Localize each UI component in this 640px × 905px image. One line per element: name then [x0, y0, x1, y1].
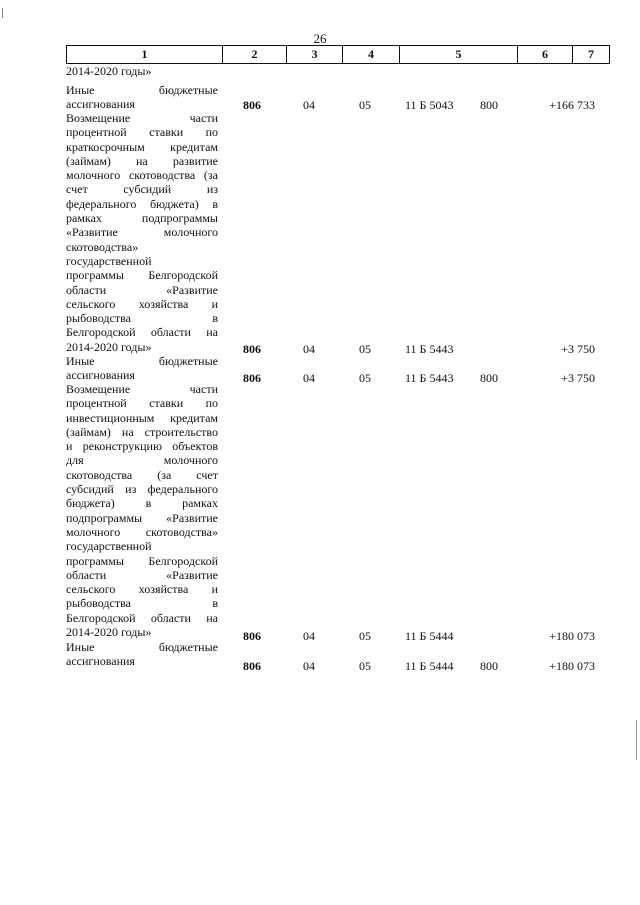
amount: +3 750 — [561, 342, 595, 356]
description-line: сельского хозяйства и — [66, 582, 218, 597]
amount: +3 750 — [561, 371, 595, 385]
subsection-code: 05 — [359, 98, 371, 112]
scan-edge-mark — [2, 8, 3, 18]
amount: +180 073 — [549, 659, 595, 673]
amount: +166 733 — [549, 98, 595, 112]
expense-type: 800 — [480, 659, 498, 673]
description-line: для молочного — [66, 453, 218, 468]
description-line: области «Развитие — [66, 567, 218, 582]
description-line: Иные бюджетные — [66, 640, 218, 654]
description-line: Иные бюджетные — [66, 354, 218, 368]
description-line: 2014-2020 годы» — [66, 339, 152, 354]
description-line: молочного скотоводства (за — [66, 168, 218, 183]
section-code: 04 — [303, 98, 315, 112]
description-block — [66, 64, 218, 78]
amount: +180 073 — [549, 629, 595, 643]
description-line: субсидий из федерального — [66, 482, 218, 497]
description-line: процентной ставки по — [66, 125, 218, 140]
subsection-code: 05 — [359, 342, 371, 356]
description-line: 2014-2020 годы» — [66, 625, 152, 640]
target-article-code: 11 Б 5444 — [405, 629, 454, 643]
description-line: счет субсидий из — [66, 182, 218, 197]
target-article-code: 11 Б 5444 — [405, 659, 454, 673]
description-line: молочного скотоводства» — [66, 524, 218, 539]
description-line: Белгородской области на — [66, 325, 218, 340]
column-header-5: 5 — [400, 46, 518, 63]
org-code: 806 — [243, 98, 261, 112]
description-line: государственной — [66, 253, 152, 268]
table-row — [0, 659, 640, 675]
description-line: 2014-2020 годы» — [66, 64, 152, 78]
description-line: Возмещение части — [66, 111, 218, 125]
description-line: инвестиционным кредитам — [66, 410, 218, 425]
description-line: процентной ставки по — [66, 396, 218, 411]
description-line: Возмещение части — [66, 382, 218, 396]
table-header — [66, 45, 610, 64]
description-line: краткосрочным кредитам — [66, 139, 218, 154]
expense-type: 800 — [480, 371, 498, 385]
table-row — [0, 98, 640, 114]
target-article-code: 11 Б 5443 — [405, 371, 454, 385]
description-line: программы Белгородской — [66, 268, 218, 283]
org-code: 806 — [243, 371, 261, 385]
section-code: 04 — [303, 659, 315, 673]
description-line: области «Развитие — [66, 282, 218, 297]
scan-edge-mark — [636, 720, 637, 760]
description-line: программы Белгородской — [66, 553, 218, 568]
column-header-6: 6 — [518, 46, 573, 63]
description-line: государственной — [66, 539, 152, 554]
table-row — [0, 629, 640, 645]
description-line: рыбоводства в — [66, 311, 218, 326]
column-header-4: 4 — [343, 46, 400, 63]
subsection-code: 05 — [359, 371, 371, 385]
description-line: сельского хозяйства и — [66, 296, 218, 311]
table-row — [0, 339, 640, 358]
description-line: рамках подпрограммы — [66, 211, 218, 226]
description-line: Белгородской области на — [66, 610, 218, 625]
page-number: 26 — [313, 31, 327, 46]
description-block — [66, 382, 218, 639]
column-header-7: 7 — [588, 47, 594, 61]
description-line: (займам) на строительство — [66, 424, 218, 439]
description-line: рыбоводства в — [66, 596, 218, 611]
org-code: 806 — [243, 659, 261, 673]
column-header-3: 3 — [287, 46, 343, 63]
description-line: и реконструкцию объектов — [66, 439, 218, 454]
column-header-2: 2 — [223, 46, 287, 63]
section-code: 04 — [303, 629, 315, 643]
column-header-1: 1 — [67, 46, 223, 63]
description-line: «Развитие молочного — [66, 225, 218, 240]
description-line: федерального бюджета) в — [66, 196, 218, 211]
expense-type: 800 — [480, 98, 498, 112]
description-line: бюджета) в рамках — [66, 496, 218, 511]
description-block — [66, 111, 218, 354]
description-line: ассигнования — [66, 368, 135, 383]
target-article-code: 11 Б 5043 — [405, 98, 454, 112]
description-line: скотоводства (за счет — [66, 467, 218, 482]
section-code: 04 — [303, 371, 315, 385]
subsection-code: 05 — [359, 629, 371, 643]
description-line: Иные бюджетные — [66, 83, 218, 97]
table-row — [0, 371, 640, 387]
section-code: 04 — [303, 342, 315, 356]
description-line: (займам) на развитие — [66, 153, 218, 168]
description-line: ассигнования — [66, 654, 135, 669]
subsection-code: 05 — [359, 659, 371, 673]
target-article-code: 11 Б 5443 — [405, 342, 454, 356]
description-line: подпрограммы «Развитие — [66, 510, 218, 525]
org-code: 806 — [243, 342, 261, 356]
description-line: скотоводства» — [66, 239, 139, 254]
description-line: ассигнования — [66, 97, 135, 112]
org-code: 806 — [243, 629, 261, 643]
